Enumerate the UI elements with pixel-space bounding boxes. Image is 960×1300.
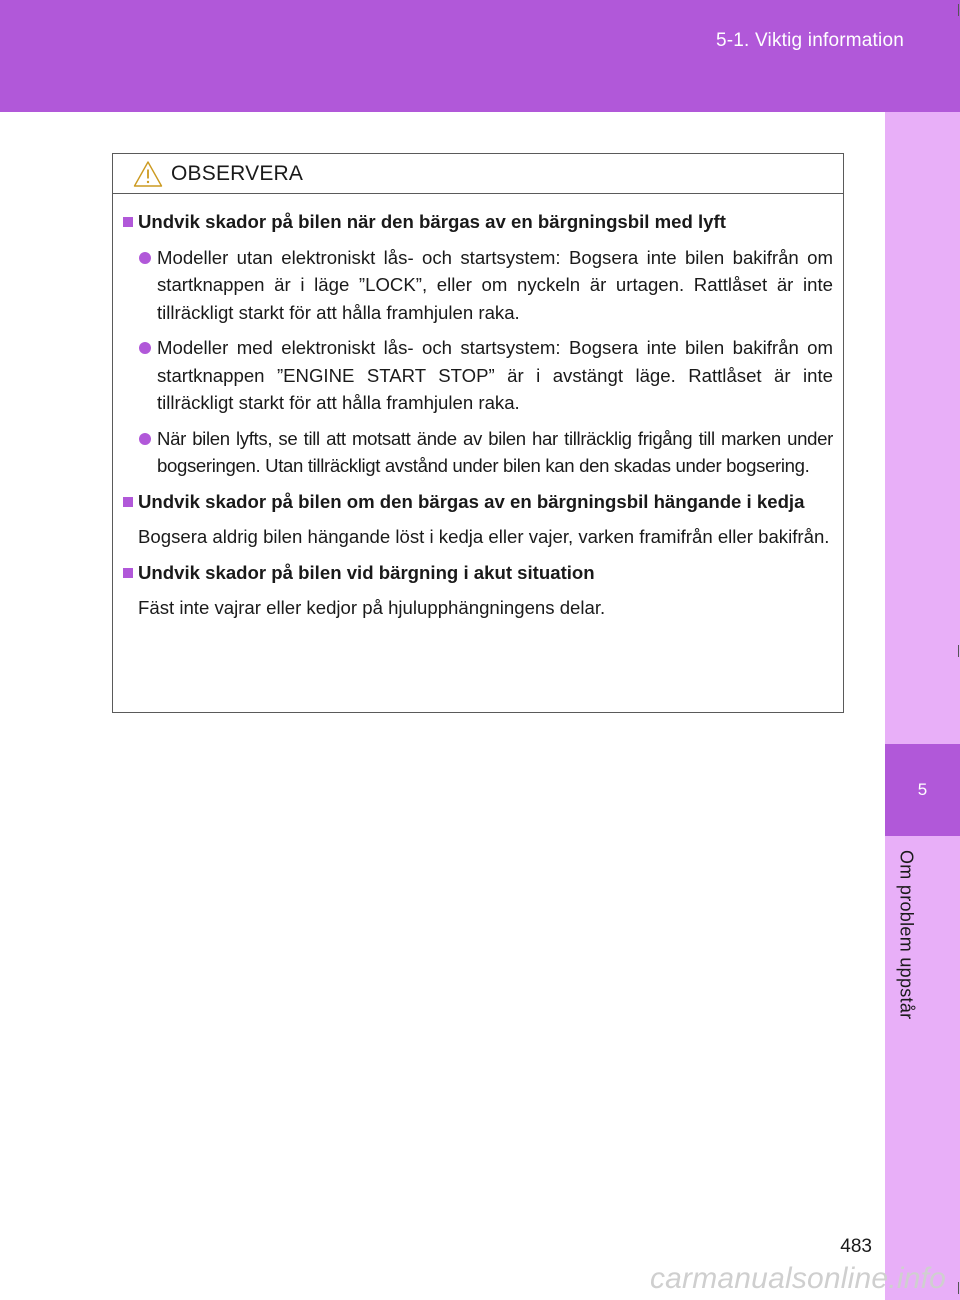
- caution-box: [112, 153, 844, 713]
- list-item: När bilen lyfts, se till att motsatt ände av bilen har tillräcklig frigång till marken under bogseringen. Utan tillräckligt avstånd under bilen kan den skadas under bogsering.: [139, 425, 833, 480]
- list-item: Modeller med elektroniskt lås- och startsystem: Bogsera inte bilen bakifrån om startknappen ”ENGINE START STOP” är i avstängt läge. Rattlåset är inte tillräckligt starkt för att hålla framhjulen raka.: [139, 334, 833, 417]
- crop-mark: [958, 1282, 959, 1294]
- page-number: 483: [840, 1236, 872, 1257]
- square-bullet-icon: [123, 217, 133, 227]
- section-heading: Undvik skador på bilen vid bärgning i akut situation: [123, 559, 833, 587]
- section-header: 5-1. Viktig information: [715, 30, 904, 51]
- side-tab-number-block: [885, 744, 960, 836]
- chapter-label-text: Om problem uppstår: [896, 850, 917, 1020]
- watermark: carmanualsonline.info: [649, 1262, 946, 1295]
- section-paragraph: Bogsera aldrig bilen hängande löst i kedja eller vajer, varken framifrån eller bakifrån.: [138, 526, 830, 547]
- crop-mark: [958, 4, 959, 16]
- chapter-number: 5: [917, 780, 928, 799]
- header-band: [0, 0, 960, 112]
- section-heading: Undvik skador på bilen om den bärgas av en bärgningsbil hängande i kedja: [123, 488, 833, 516]
- square-bullet-icon: [123, 497, 133, 507]
- list-item: Modeller utan elektroniskt lås- och startsystem: Bogsera inte bilen bakifrån om startknappen är i läge ”LOCK”, eller om nyckeln är urtagen. Rattlåset är inte tillräckligt starkt för att hålla framhjulen raka.: [139, 244, 833, 327]
- side-tab: [885, 112, 960, 1300]
- warning-triangle-icon: [133, 160, 163, 188]
- square-bullet-icon: [123, 568, 133, 578]
- caution-title: OBSERVERA: [171, 161, 304, 185]
- crop-mark: [958, 645, 959, 657]
- section-heading: Undvik skador på bilen när den bärgas av en bärgningsbil med lyft: [123, 208, 833, 236]
- circle-bullet-icon: [139, 433, 151, 445]
- chapter-label: [886, 850, 926, 1040]
- caution-content: [113, 194, 843, 622]
- circle-bullet-icon: [139, 342, 151, 354]
- caution-header: [113, 154, 843, 194]
- circle-bullet-icon: [139, 252, 151, 264]
- section-paragraph: Fäst inte vajrar eller kedjor på hjulupphängningens delar.: [138, 597, 606, 618]
